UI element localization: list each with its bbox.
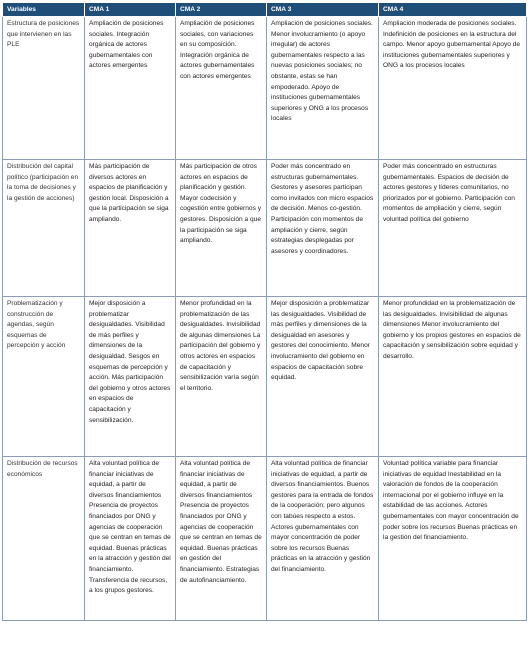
table-row (3, 17, 527, 160)
header-cma-4: CMA 4 (379, 3, 527, 17)
table-cell: Mejor disposición a problematizar las desigualdades. Visibilidad de más perfiles y dimensiones de la desigualdad en asesores y gestores del conocimiento. Menor involucramiento del gobierno en espacios de capacitación sobre equidad. (267, 297, 379, 457)
table-row (3, 297, 527, 457)
table-cell: Más participación de diversos actores en espacios de planificación y gestión local. Disposición a que la participación se siga ampliando. (85, 160, 176, 297)
table-cell: Alta voluntad política de financiar iniciativas de equidad, a partir de diversos financiamientos Presencia de proyectos financiados por ONG y agencias de cooperación que se centran en temas de equidad. Buenas prácticas en la atracción y gestión del financiamiento. Transferencia de recursos, a los grupos gestores. (85, 457, 176, 621)
table-row (3, 160, 527, 297)
table-cell: Alta voluntad política de financiar iniciativas de equidad, a partir de diversos financiamientos Presencia de proyectos financiados por ONG y agencias de cooperación que se centran en temas de equidad. Buenas prácticas en gestión del financiamiento. Estrategias de autofinanciamiento. (176, 457, 267, 621)
table-cell: Mejor disposición a problematizar desigualdades. Visibilidad de más perfiles y dimensiones de la desigualdad. Sesgos en esquemas de percepción y acción. Más participación del gobierno y otros actores en espacios de capacitación y sensibilización. (85, 297, 176, 457)
table-cell: Ampliación de posiciones sociales. Integración orgánica de actores gubernamentales con actores emergentes (85, 17, 176, 160)
table-cell: Poder más concentrado en estructuras gubernamentales. Espacios de decisión de actores gestores y líderes comunitarios, no priorizados por el gobierno. Participación con momentos de ampliación y cierre, según voluntad política del gobierno (379, 160, 527, 297)
row-label: Distribución de recursos económicos (3, 457, 85, 621)
table-cell: Ampliación moderada de posiciones sociales. Indefinición de posiciones en la estructura del campo. Menor apoyo gubernamental Apoyo de instituciones gubernamentales superiores y ONG a los procesos locales (379, 17, 527, 160)
row-label: Problematización y construcción de agendas, según esquemas de percepción y acción (3, 297, 85, 457)
header-cma-2: CMA 2 (176, 3, 267, 17)
table-cell: Ampliación de posiciones sociales. Menor involucramiento (o apoyo irregular) de actores gubernamentales respecto a las nuevas posiciones sociales; no obstante, estas se han empoderado. Apoyo de instituciones gubernamentales superiores y ONG a los procesos locales (267, 17, 379, 160)
row-label: Distribución del capital político (participación en la toma de decisiones y la gestión de acciones) (3, 160, 85, 297)
comparison-table-container (2, 2, 526, 621)
table-header-row (3, 3, 527, 17)
table-cell: Ampliación de posiciones sociales, con variaciones en su composición. Integración orgánica de actores gubernamentales con actores emergentes (176, 17, 267, 160)
table-cell: Menor profundidad en la problematización de las desigualdades. Invisibilidad de algunas dimensiones La participación del gobierno y otros actores en espacios de capacitación y sensibilización varía según el territorio. (176, 297, 267, 457)
table-row (3, 457, 527, 621)
header-cma-1: CMA 1 (85, 3, 176, 17)
header-cma-3: CMA 3 (267, 3, 379, 17)
header-variables: Variables (3, 3, 85, 17)
table-cell: Más participación de otros actores en espacios de planificación y gestión. Mayor codecisión y cogestión entre gobiernos y gestores. Disposición a que la participación se siga ampliando. (176, 160, 267, 297)
table-cell: Poder más concentrado en estructuras gubernamentales. Gestores y asesores participan como invitados con micro espacios de decisión. Menos co-gestión. Participación con momentos de ampliación y cierre, según estrategias desplegadas por asesores y coordinadores. (267, 160, 379, 297)
cma-comparison-table (2, 2, 527, 621)
row-label: Estructura de posiciones que intervienen en las PLE (3, 17, 85, 160)
table-cell: Voluntad política variable para financiar iniciativas de equidad Inestabilidad en la valoración de fondos de la cooperación internacional por el gobierno influye en la estabilidad de las acciones. Actores gubernamentales con mayor concentración de poder sobre los recursos Buenas prácticas en la gestión del financiamiento. (379, 457, 527, 621)
table-cell: Menor profundidad en la problematización de las desigualdades. Invisibilidad de algunas dimensiones Menor involucramiento del gobierno y los propios gestores en espacios de capacitación y sensibilización sobre equidad y desarrollo. (379, 297, 527, 457)
table-cell: Alta voluntad política de financiar iniciativas de equidad, a partir de diversos financiamientos. Buenos gestores para la entrada de fondos de la cooperación; pero algunos con tabúes respecto a estos. Actores gubernamentales con mayor concentración de poder sobre los recursos Buenas prácticas en la atracción y gestión del financiamiento. (267, 457, 379, 621)
